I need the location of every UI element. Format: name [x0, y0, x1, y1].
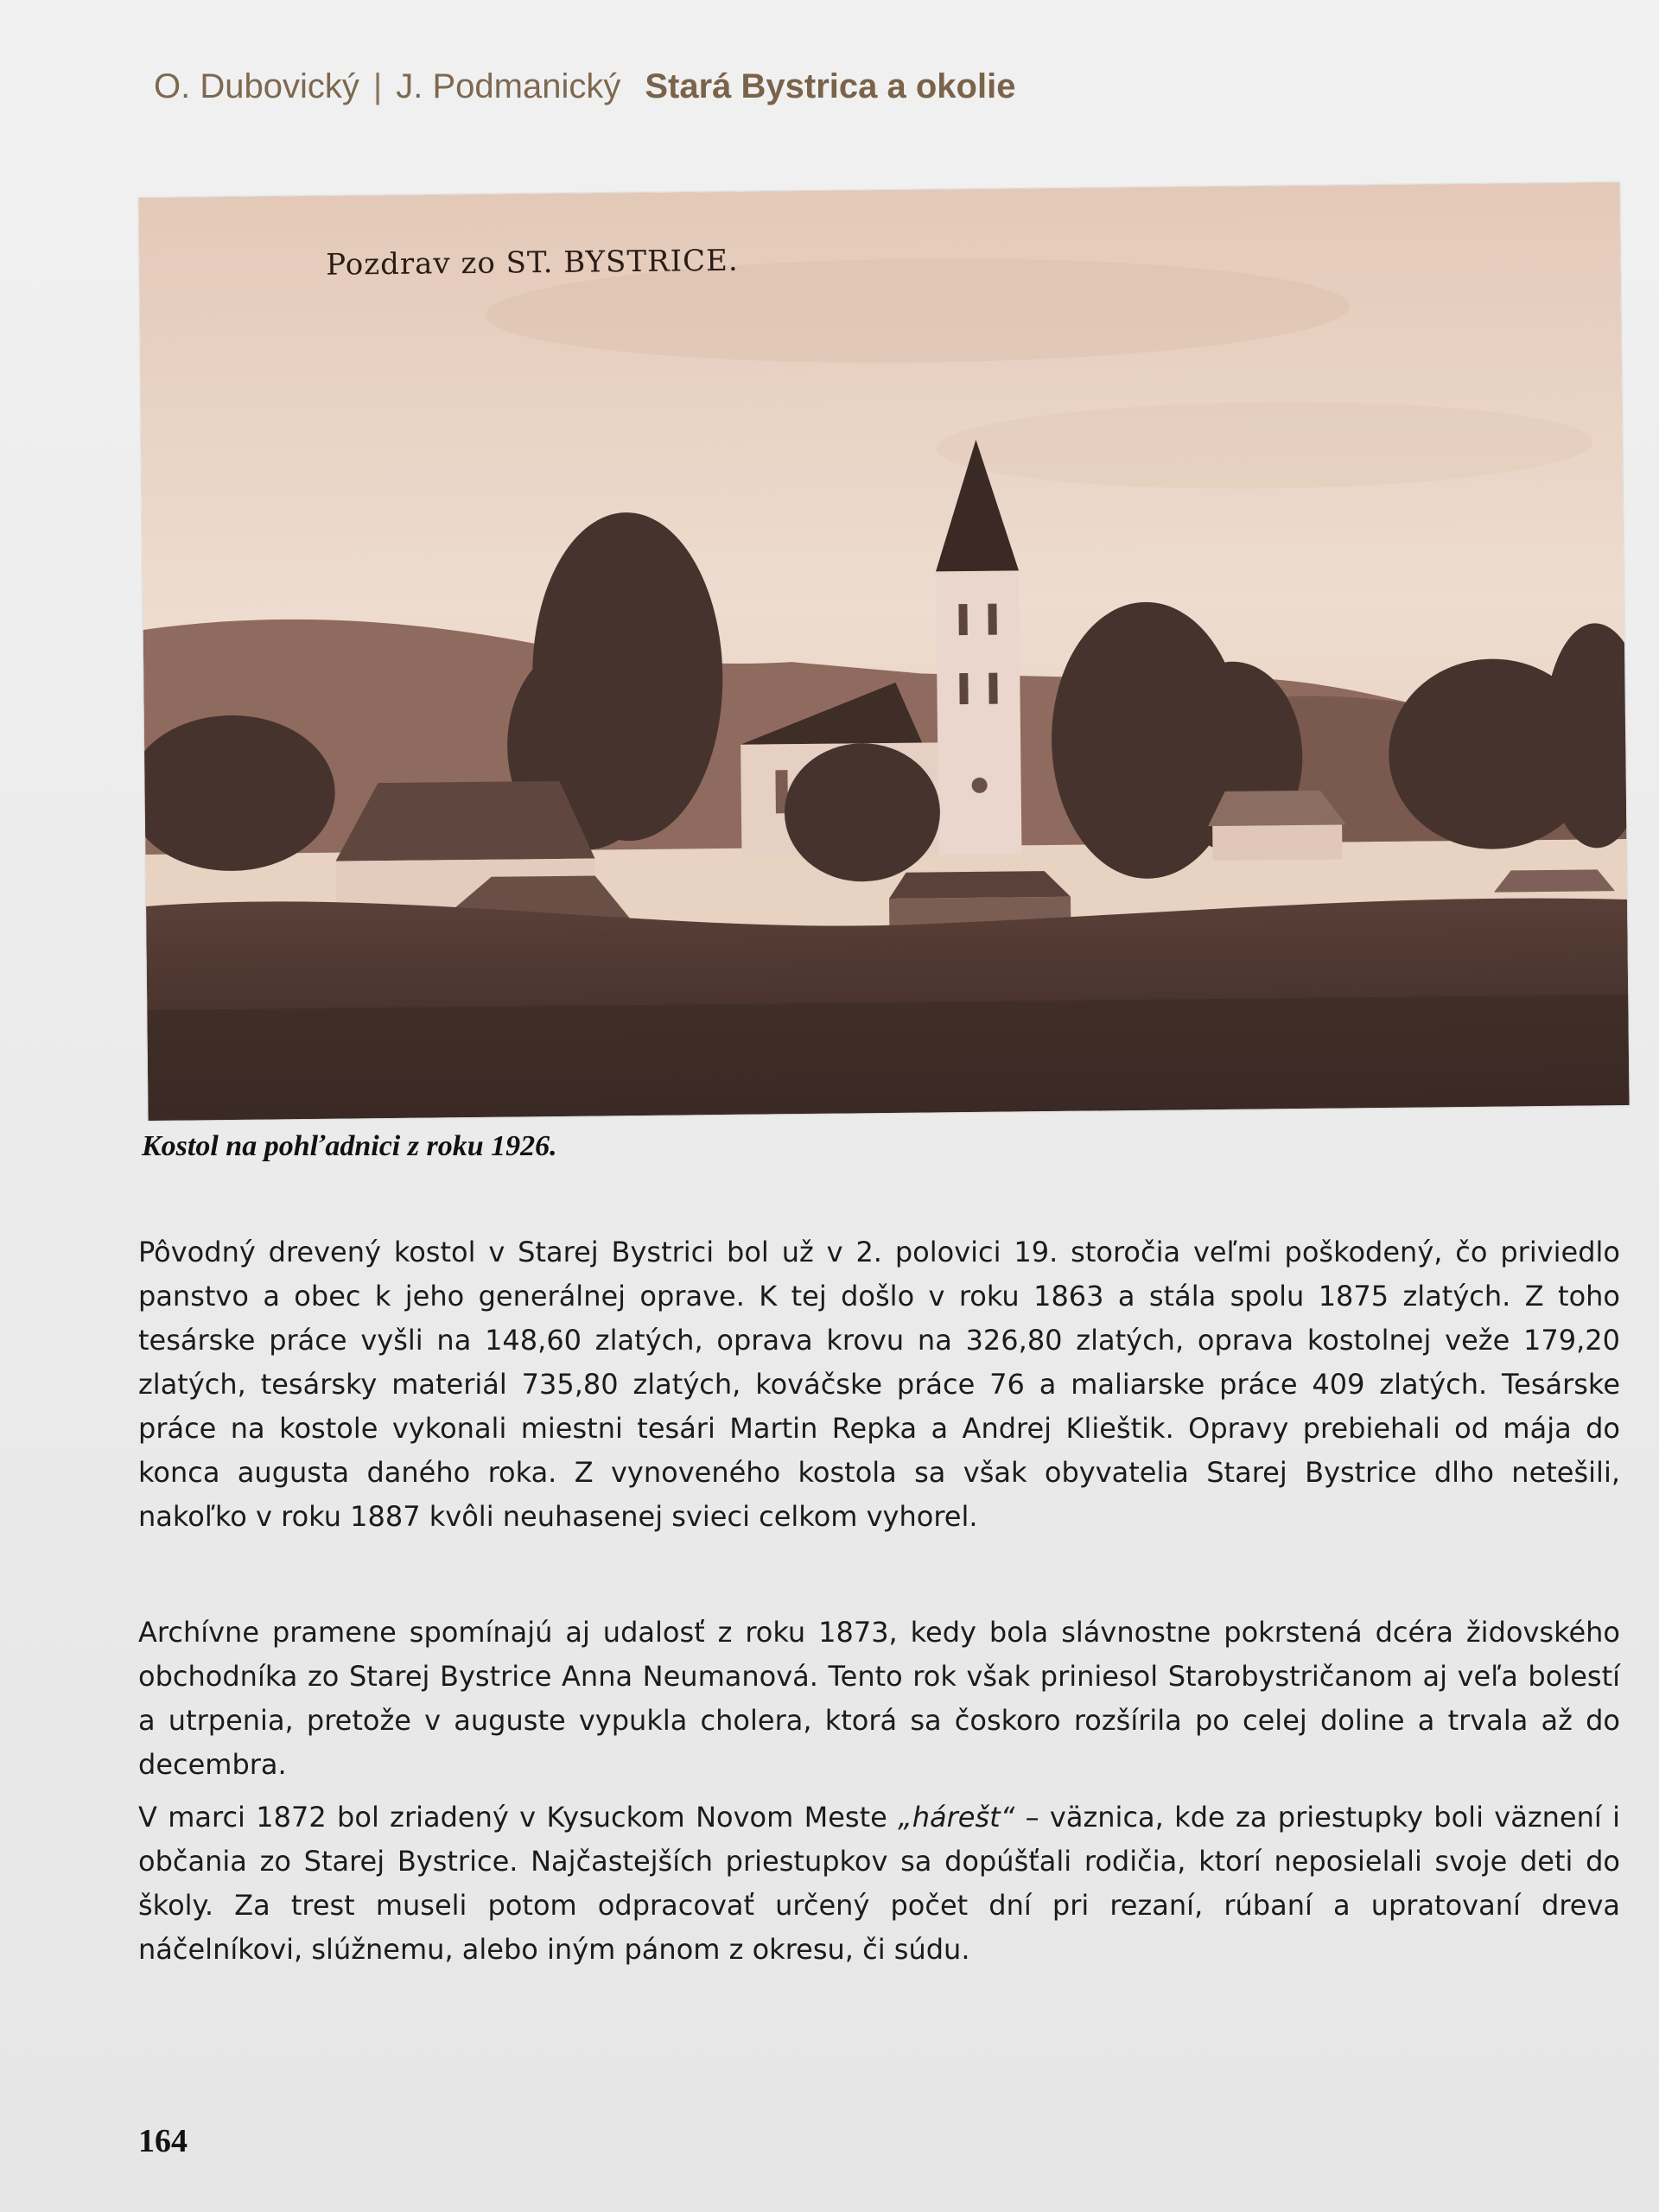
- author-1: O. Dubovický: [154, 67, 359, 105]
- postcard-greeting-text: Pozdrav zo ST. BYSTRICE.: [326, 243, 739, 283]
- paragraph-1: Pôvodný drevený kostol v Starej Bystrici bol už v 2. polovici 19. storočia veľmi poškodený, čo priviedlo panstvo a obec k jeho generálnej oprave. K tej došlo v roku 1863 a stála spolu 1875 zlatých. Z toho tesárske práce vyšli na 148,60 zlatých, oprava krovu na 326,80 zlatých, oprava kostolnej veže 179,20 zlatých, tesársky materiál 735,80 zlatých, kováčske práce 76 a maliarske práce 409 zlatých. Tesárske práce na kostole vykonali miestni tesári Martin Repka a Andrej Klieštik. Opravy prebiehali od mája do konca augusta daného roka. Z vynoveného kostola sa však obyvatelia Starej Bystrice dlho netešili, nakoľko v roku 1887 kvôli neuhasenej svieci celkom vyhorel.: [138, 1236, 1620, 1533]
- header-separator: |: [372, 67, 383, 105]
- church-postcard-illustration: [138, 182, 1629, 1121]
- running-header: [154, 67, 1015, 106]
- paragraph-3-end: – väznica, kde za priestupky boli väznení i občania zo Starej Bystrice. Najčastejších priestupkov sa dopúšťali rodičia, ktorí neposielali svoje deti do školy. Za trest museli potom odpracovať určený počet dní pri rezaní, rúbaní a upratovaní dreva náčelníkovi, slúžnemu, alebo iným pánom z okresu, či súdu.: [138, 1801, 1621, 1966]
- book-title: Stará Bystrica a okolie: [645, 67, 1016, 105]
- postcard-photo: [138, 182, 1629, 1121]
- paragraph-2: Archívne pramene spomínajú aj udalosť z roku 1873, kedy bola slávnostne pokrstená dcéra židovského obchodníka zo Starej Bystrice Anna Neumanová. Tento rok však priniesol Starobystričanom aj veľa bolestí a utrpenia, pretože v auguste vypukla cholera, ktorá sa čoskoro rozšírila po celej doline a trvala až do decembra.: [138, 1616, 1620, 1781]
- paragraph-3-term: „hárešt“: [898, 1801, 1015, 1834]
- page-number: 164: [138, 2123, 188, 2159]
- author-2: J. Podmanický: [396, 67, 621, 105]
- figure-caption: Kostol na pohľadnici z roku 1926.: [142, 1130, 557, 1162]
- paragraph-3: [138, 1796, 1620, 1972]
- paragraph-3-start: V marci 1872 bol zriadený v Kysuckom Novom Meste: [138, 1801, 899, 1834]
